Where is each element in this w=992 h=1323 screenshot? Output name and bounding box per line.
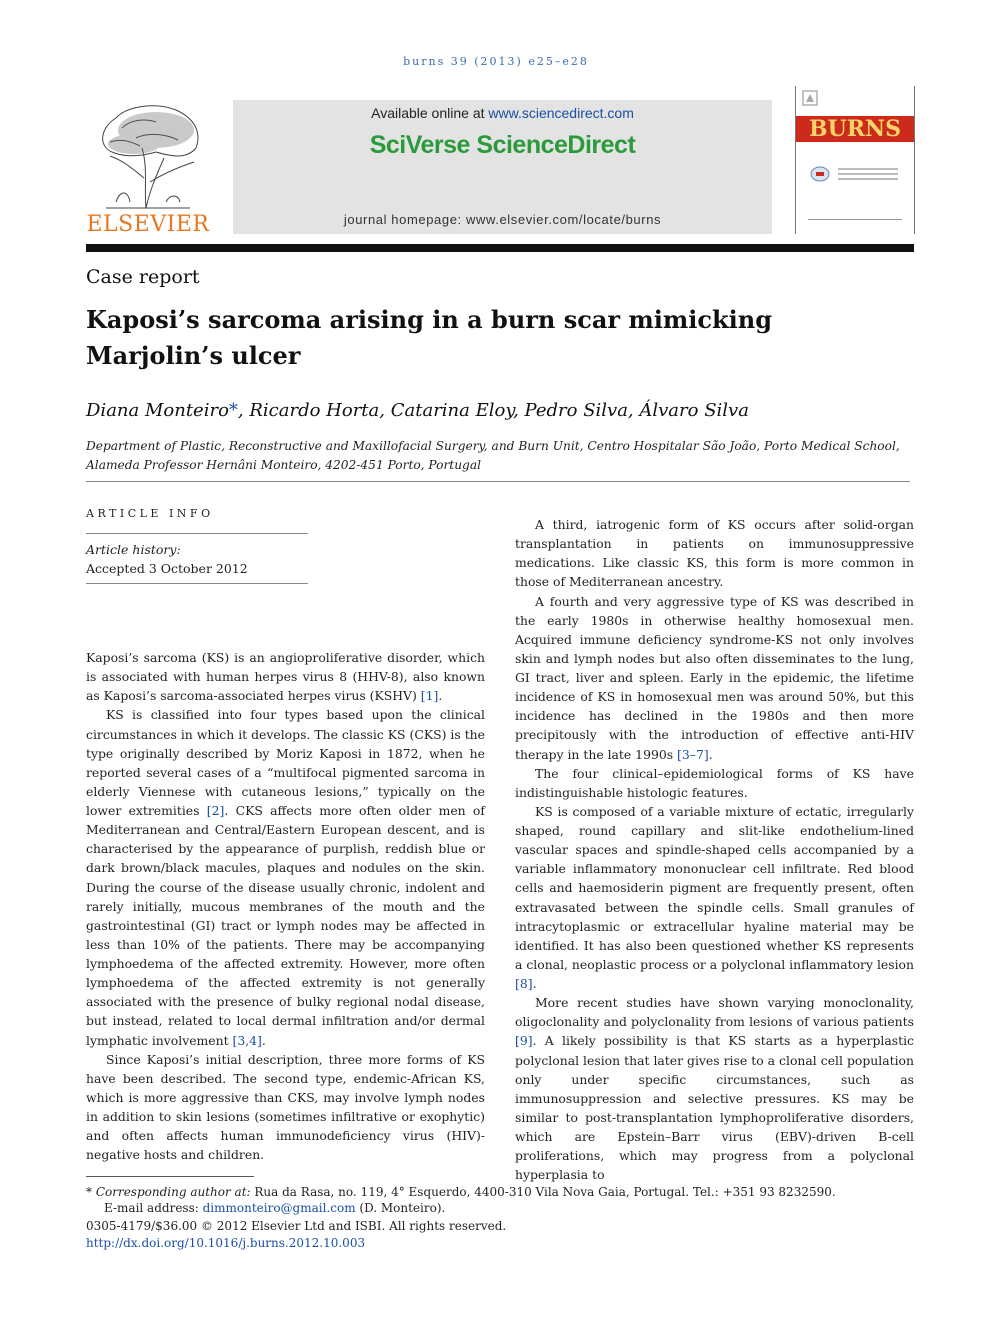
homepage-prefix: journal homepage: (343, 212, 466, 227)
citation-link[interactable]: [3–7] (677, 746, 709, 762)
available-online-line (233, 105, 772, 121)
body-column-right (515, 515, 914, 1184)
journal-homepage-line (233, 212, 772, 227)
copyright-line: 0305-4179/$36.00 © 2012 Elsevier Ltd and ISBI. All rights reserved. (86, 1219, 507, 1233)
paragraph (86, 705, 485, 1049)
paragraph-text: KS is classified into four types based upon the clinical circumstances in which it develops. The classic KS (CKS) is the type originally described by Moriz Kaposi in 1872, when he reported several cases of a “multifocal pigmented sarcoma in elderly Viennese with cutaneous lesions,” typically on the lower extremities (86, 707, 485, 818)
available-prefix: Available online at (371, 105, 489, 121)
paragraph-text: Kaposi’s sarcoma (KS) is an angioproliferative disorder, which is associated with human herpes virus 8 (HHV-8), also known as Kaposi’s sarcoma-associated herpes virus (KSHV) (86, 650, 485, 704)
email-footnote (104, 1201, 932, 1215)
corresponding-author: Diana Monteiro (86, 400, 229, 421)
doi-link[interactable]: http://dx.doi.org/10.1016/j.burns.2012.10.003 (86, 1236, 366, 1250)
corresponding-address: Rua da Rasa, no. 119, 4° Esquerdo, 4400-310 Vila Nova Gaia, Portugal. Tel.: +351 93 8232590. (250, 1185, 836, 1199)
email-link[interactable]: dimmonteiro@gmail.com (202, 1201, 356, 1215)
citation-link[interactable]: [1] (420, 688, 439, 704)
paragraph-text: . (261, 1032, 266, 1048)
citation-link[interactable]: [9] (515, 1033, 533, 1049)
header-rule (86, 244, 914, 252)
paragraph: A third, iatrogenic form of KS occurs after solid-organ transplantation in patients on immunosuppressive medications. Like classic KS, this form is more common in those of Mediterranean ancestry. (515, 517, 914, 590)
paragraph-text: . (438, 688, 443, 704)
article-info-heading: ARTICLE INFO (86, 507, 214, 520)
body-column-left (86, 648, 485, 1164)
paragraph-text: More recent studies have shown varying monoclonality, oligoclonality and polyclonality from lesions of various patients (515, 995, 914, 1030)
corresponding-author-mark[interactable]: * (228, 400, 238, 421)
cover-title: BURNS (796, 116, 914, 142)
sciverse-logo-text: SciVerse ScienceDirect (369, 131, 636, 159)
citation-link[interactable]: [8] (515, 976, 533, 991)
sciencedirect-link[interactable]: www.sciencedirect.com (488, 105, 634, 121)
paragraph-text: . A likely possibility is that KS starts as a hyperplastic polyclonal lesion that later gives rise to a clonal cell population only under specific circumstances, such as immunosuppression and selective pressures. KS may be similar to post-transplantation lymphoproliferative disorders, which are Epstein–Barr virus (EBV)-driven B-cell proliferations, which may progress from a polyclonal hyperplasia to (515, 1033, 914, 1183)
paragraph: Since Kaposi’s initial description, three more forms of KS have been described. The second type, endemic-African KS, which is more aggressive than CKS, may involve lymph nodes in addition to skin lesions (sometimes infiltrative or exophytic) and often affects human immunodeficiency virus (HIV)-negative hosts and children. (86, 1051, 485, 1163)
author-list (86, 400, 914, 421)
isbi-emblem-icon (810, 166, 830, 182)
citation-link[interactable]: [2] (206, 803, 225, 818)
paragraph-text: A fourth and very aggressive type of KS was described in the early 1980s in otherwise healthy homosexual men. Acquired immune deficiency syndrome-KS not only involves skin and lymph nodes but also often disseminates to the lung, GI tract, liver and spleen. Early in the epidemic, the lifetime incidence of KS in homosexual men was around 50%, but this incidence has declined in the 1980s and then more precipitously with the introduction of effective anti-HIV therapy in the late 1990s (515, 593, 914, 762)
paragraph: The four clinical–epidemiological forms of KS have indistinguishable histologic features. (515, 765, 914, 800)
paragraph (515, 993, 914, 1184)
footnote-rule (86, 1176, 254, 1177)
email-label: E-mail address: (104, 1201, 203, 1215)
cover-divider (808, 219, 902, 220)
accepted-date: Accepted 3 October 2012 (86, 561, 248, 576)
article-title: Kaposi’s sarcoma arising in a burn scar mimicking Marjolin’s ulcer (86, 305, 773, 370)
footnote-mark: * (86, 1185, 92, 1199)
affiliation-rule (86, 481, 910, 482)
affiliation: Department of Plastic, Reconstructive and Maxillofacial Surgery, and Burn Unit, Centro Hospitalar São João, Porto Medical School, Alameda Professor Hernâni Monteiro, 4202-451 Porto, Portugal (86, 439, 900, 472)
journal-cover-thumbnail (795, 86, 915, 234)
paragraph (515, 802, 914, 993)
paragraph-text: . (532, 976, 537, 991)
corresponding-author-footnote (86, 1185, 914, 1199)
citation-link[interactable]: [3,4] (232, 1032, 262, 1048)
doi-line (86, 1236, 914, 1250)
cover-text-lines (838, 168, 898, 183)
running-head: burns 39 (2013) e25–e28 (403, 55, 589, 68)
paragraph-text: KS is composed of a variable mixture of ectatic, irregularly shaped, round capillary and slit-like endothelium-lined vascular spaces and spindle-shaped cells accompanied by a variable inflammatory mononuclear cell infiltrate. Red blood cells and haemosiderin pigment are frequently present, often extravasated between the spindle cells. Small granules of intracytoplasmic or extracellular hyaline material may be identified. It has also been questioned whether KS represents a clonal, neoplastic process or a polyclonal inflammatory lesion (515, 803, 914, 972)
article-history-label: Article history: (86, 542, 181, 557)
corresponding-label: Corresponding author at: (95, 1185, 251, 1199)
paragraph-text: . CKS affects more often older men of Mediterranean and Central/Eastern European descent, and is characterised by the appearance of purplish, reddish blue or dark brown/black macules, plaques and nodules on the skin. During the course of the disease usually chronic, indolent and rarely initially, mucous membranes of the mouth and the gastrointestinal (GI) tract or lymph nodes may be affected in less than 10% of the patients. There may be accompanying lymphoedema of the affected extremity. However, more often lymphoedema of the affected extremity is not generally associated with the presence of bulky regional nodal disease, but instead, related to local dermal infiltration and/or dermal lymphatic involvement (86, 803, 485, 1048)
article-info-rule-top (86, 533, 308, 534)
article-info-rule-bottom (86, 583, 308, 584)
email-suffix: (D. Monteiro). (355, 1201, 446, 1215)
journal-homepage-link[interactable]: www.elsevier.com/locate/burns (465, 212, 662, 227)
elsevier-wordmark: ELSEVIER (86, 212, 210, 237)
article-type: Case report (86, 266, 200, 288)
coauthors: , Ricardo Horta, Catarina Eloy, Pedro Silva, Álvaro Silva (237, 400, 749, 421)
paragraph (86, 648, 485, 705)
paragraph-text: . (708, 746, 713, 762)
elsevier-mini-icon (802, 90, 818, 106)
paragraph (515, 592, 914, 764)
